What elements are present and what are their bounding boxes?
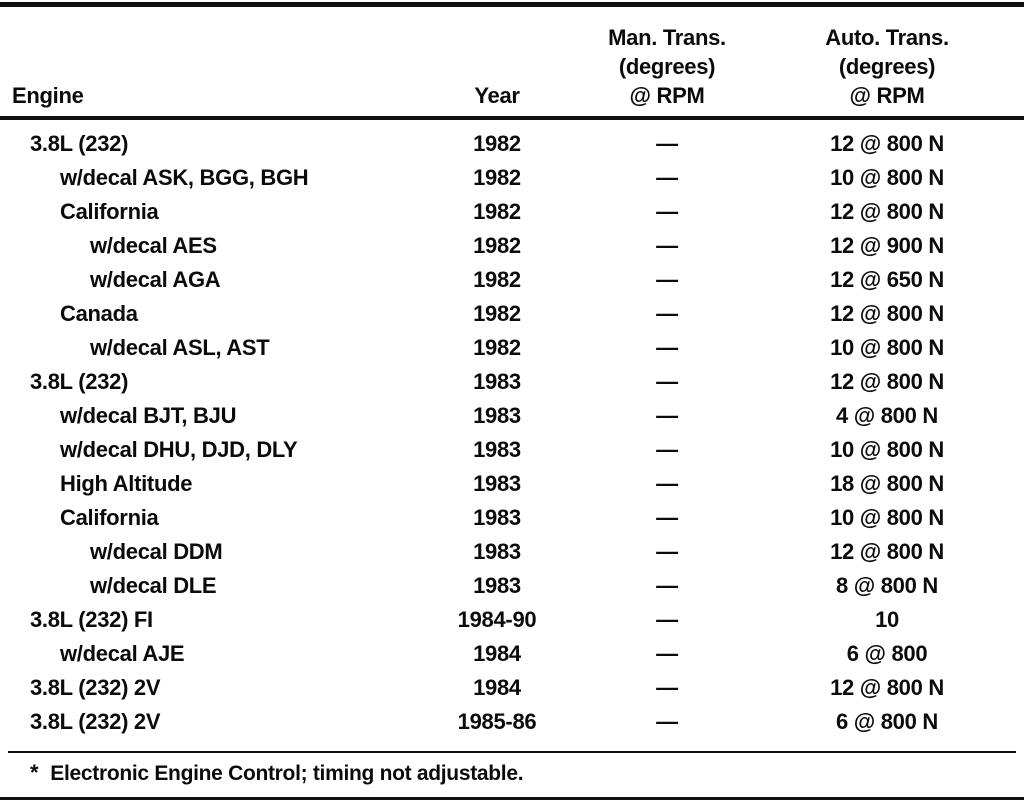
auto-trans-cell: 12 @ 800 N	[830, 369, 944, 394]
auto-trans-cell: 10 @ 800 N	[830, 505, 944, 530]
table-row	[12, 637, 1012, 671]
auto-trans-cell: 6 @ 800	[846, 641, 928, 666]
bottom-rule	[0, 797, 1024, 800]
auto-trans-cell: 6 @ 800 N	[836, 709, 938, 734]
year-cell: 1984-90	[457, 607, 537, 632]
man-trans-cell: —	[656, 267, 678, 292]
man-trans-cell: —	[656, 573, 678, 598]
table-header	[12, 14, 1012, 110]
table-row	[12, 501, 1012, 535]
column-header-year	[422, 14, 572, 110]
engine-cell: 3.8L (232) FI	[30, 607, 153, 632]
table-row	[12, 603, 1012, 637]
year-cell: 1982	[473, 267, 521, 292]
auto-trans-header-line3: @ RPM	[849, 83, 925, 108]
year-cell: 1982	[473, 199, 521, 224]
man-trans-cell: —	[656, 199, 678, 224]
auto-trans-cell: 12 @ 650 N	[830, 267, 944, 292]
top-rule	[0, 2, 1024, 7]
auto-trans-cell: 10	[875, 607, 899, 632]
year-cell: 1983	[473, 369, 521, 394]
header-rule	[0, 116, 1024, 120]
year-cell: 1982	[473, 233, 521, 258]
table-row	[12, 297, 1012, 331]
engine-cell: w/decal AGA	[90, 267, 221, 292]
year-cell: 1983	[473, 505, 521, 530]
table-row	[12, 399, 1012, 433]
table-row	[12, 535, 1012, 569]
asterisk-marker: *	[30, 760, 39, 785]
man-trans-header-line1: Man. Trans.	[608, 25, 726, 50]
auto-trans-cell: 18 @ 800 N	[830, 471, 944, 496]
footnote-text: Electronic Engine Control; timing not adjustable.	[50, 762, 524, 785]
footnote-rule	[8, 751, 1016, 753]
man-trans-header-line2: (degrees)	[618, 54, 716, 79]
table-row	[12, 433, 1012, 467]
year-cell: 1984	[473, 641, 521, 666]
auto-trans-cell: 8 @ 800 N	[836, 573, 938, 598]
column-header-auto-trans	[762, 14, 1012, 110]
table-rows	[12, 127, 1012, 739]
year-cell: 1984	[473, 675, 521, 700]
engine-cell: 3.8L (232) 2V	[30, 709, 161, 734]
man-trans-cell: —	[656, 675, 678, 700]
engine-cell: w/decal DHU, DJD, DLY	[60, 437, 298, 462]
engine-cell: w/decal AJE	[60, 641, 185, 666]
man-trans-cell: —	[656, 641, 678, 666]
table-row	[12, 127, 1012, 161]
auto-trans-cell: 10 @ 800 N	[830, 335, 944, 360]
engine-cell: w/decal ASK, BGG, BGH	[60, 165, 309, 190]
year-cell: 1983	[473, 403, 521, 428]
engine-cell: w/decal DDM	[90, 539, 223, 564]
auto-trans-cell: 12 @ 800 N	[830, 199, 944, 224]
man-trans-cell: —	[656, 131, 678, 156]
year-cell: 1983	[473, 471, 521, 496]
year-cell: 1982	[473, 335, 521, 360]
footnote	[30, 760, 523, 787]
engine-cell: High Altitude	[60, 471, 193, 496]
table-row	[12, 365, 1012, 399]
table-row	[12, 331, 1012, 365]
engine-cell: w/decal AES	[90, 233, 217, 258]
table-row	[12, 671, 1012, 705]
man-trans-cell: —	[656, 301, 678, 326]
man-trans-cell: —	[656, 403, 678, 428]
engine-cell: California	[60, 199, 159, 224]
engine-cell: 3.8L (232) 2V	[30, 675, 161, 700]
man-trans-cell: —	[656, 335, 678, 360]
table-row	[12, 195, 1012, 229]
auto-trans-header-line2: (degrees)	[838, 54, 936, 79]
engine-cell: w/decal ASL, AST	[90, 335, 270, 360]
engine-cell: 3.8L (232)	[30, 131, 129, 156]
year-cell: 1982	[473, 165, 521, 190]
engine-cell: 3.8L (232)	[30, 369, 129, 394]
auto-trans-cell: 12 @ 800 N	[830, 131, 944, 156]
auto-trans-cell: 12 @ 800 N	[830, 301, 944, 326]
engine-cell: California	[60, 505, 159, 530]
year-cell: 1982	[473, 301, 521, 326]
man-trans-cell: —	[656, 165, 678, 190]
auto-trans-cell: 4 @ 800 N	[836, 403, 938, 428]
table-row	[12, 705, 1012, 739]
man-trans-cell: —	[656, 607, 678, 632]
engine-cell: Canada	[60, 301, 138, 326]
auto-trans-cell: 12 @ 900 N	[830, 233, 944, 258]
table-row	[12, 161, 1012, 195]
man-trans-header-line3: @ RPM	[629, 83, 705, 108]
engine-cell: w/decal BJT, BJU	[60, 403, 237, 428]
man-trans-cell: —	[656, 233, 678, 258]
year-cell: 1983	[473, 539, 521, 564]
man-trans-cell: —	[656, 539, 678, 564]
column-header-engine	[12, 14, 422, 110]
year-cell: 1985-86	[457, 709, 537, 734]
engine-cell: w/decal DLE	[90, 573, 217, 598]
column-header-man-trans	[572, 14, 762, 110]
auto-trans-cell: 10 @ 800 N	[830, 165, 944, 190]
man-trans-cell: —	[656, 369, 678, 394]
year-cell: 1982	[473, 131, 521, 156]
table-row	[12, 467, 1012, 501]
year-cell: 1983	[473, 573, 521, 598]
table-row	[12, 569, 1012, 603]
auto-trans-cell: 12 @ 800 N	[830, 675, 944, 700]
man-trans-cell: —	[656, 437, 678, 462]
man-trans-cell: —	[656, 471, 678, 496]
table-row	[12, 229, 1012, 263]
man-trans-cell: —	[656, 505, 678, 530]
year-header-label: Year	[474, 83, 520, 108]
engine-header-label: Engine	[12, 83, 84, 108]
auto-trans-cell: 12 @ 800 N	[830, 539, 944, 564]
man-trans-cell: —	[656, 709, 678, 734]
auto-trans-header-line1: Auto. Trans.	[825, 25, 949, 50]
year-cell: 1983	[473, 437, 521, 462]
auto-trans-cell: 10 @ 800 N	[830, 437, 944, 462]
table-row	[12, 263, 1012, 297]
